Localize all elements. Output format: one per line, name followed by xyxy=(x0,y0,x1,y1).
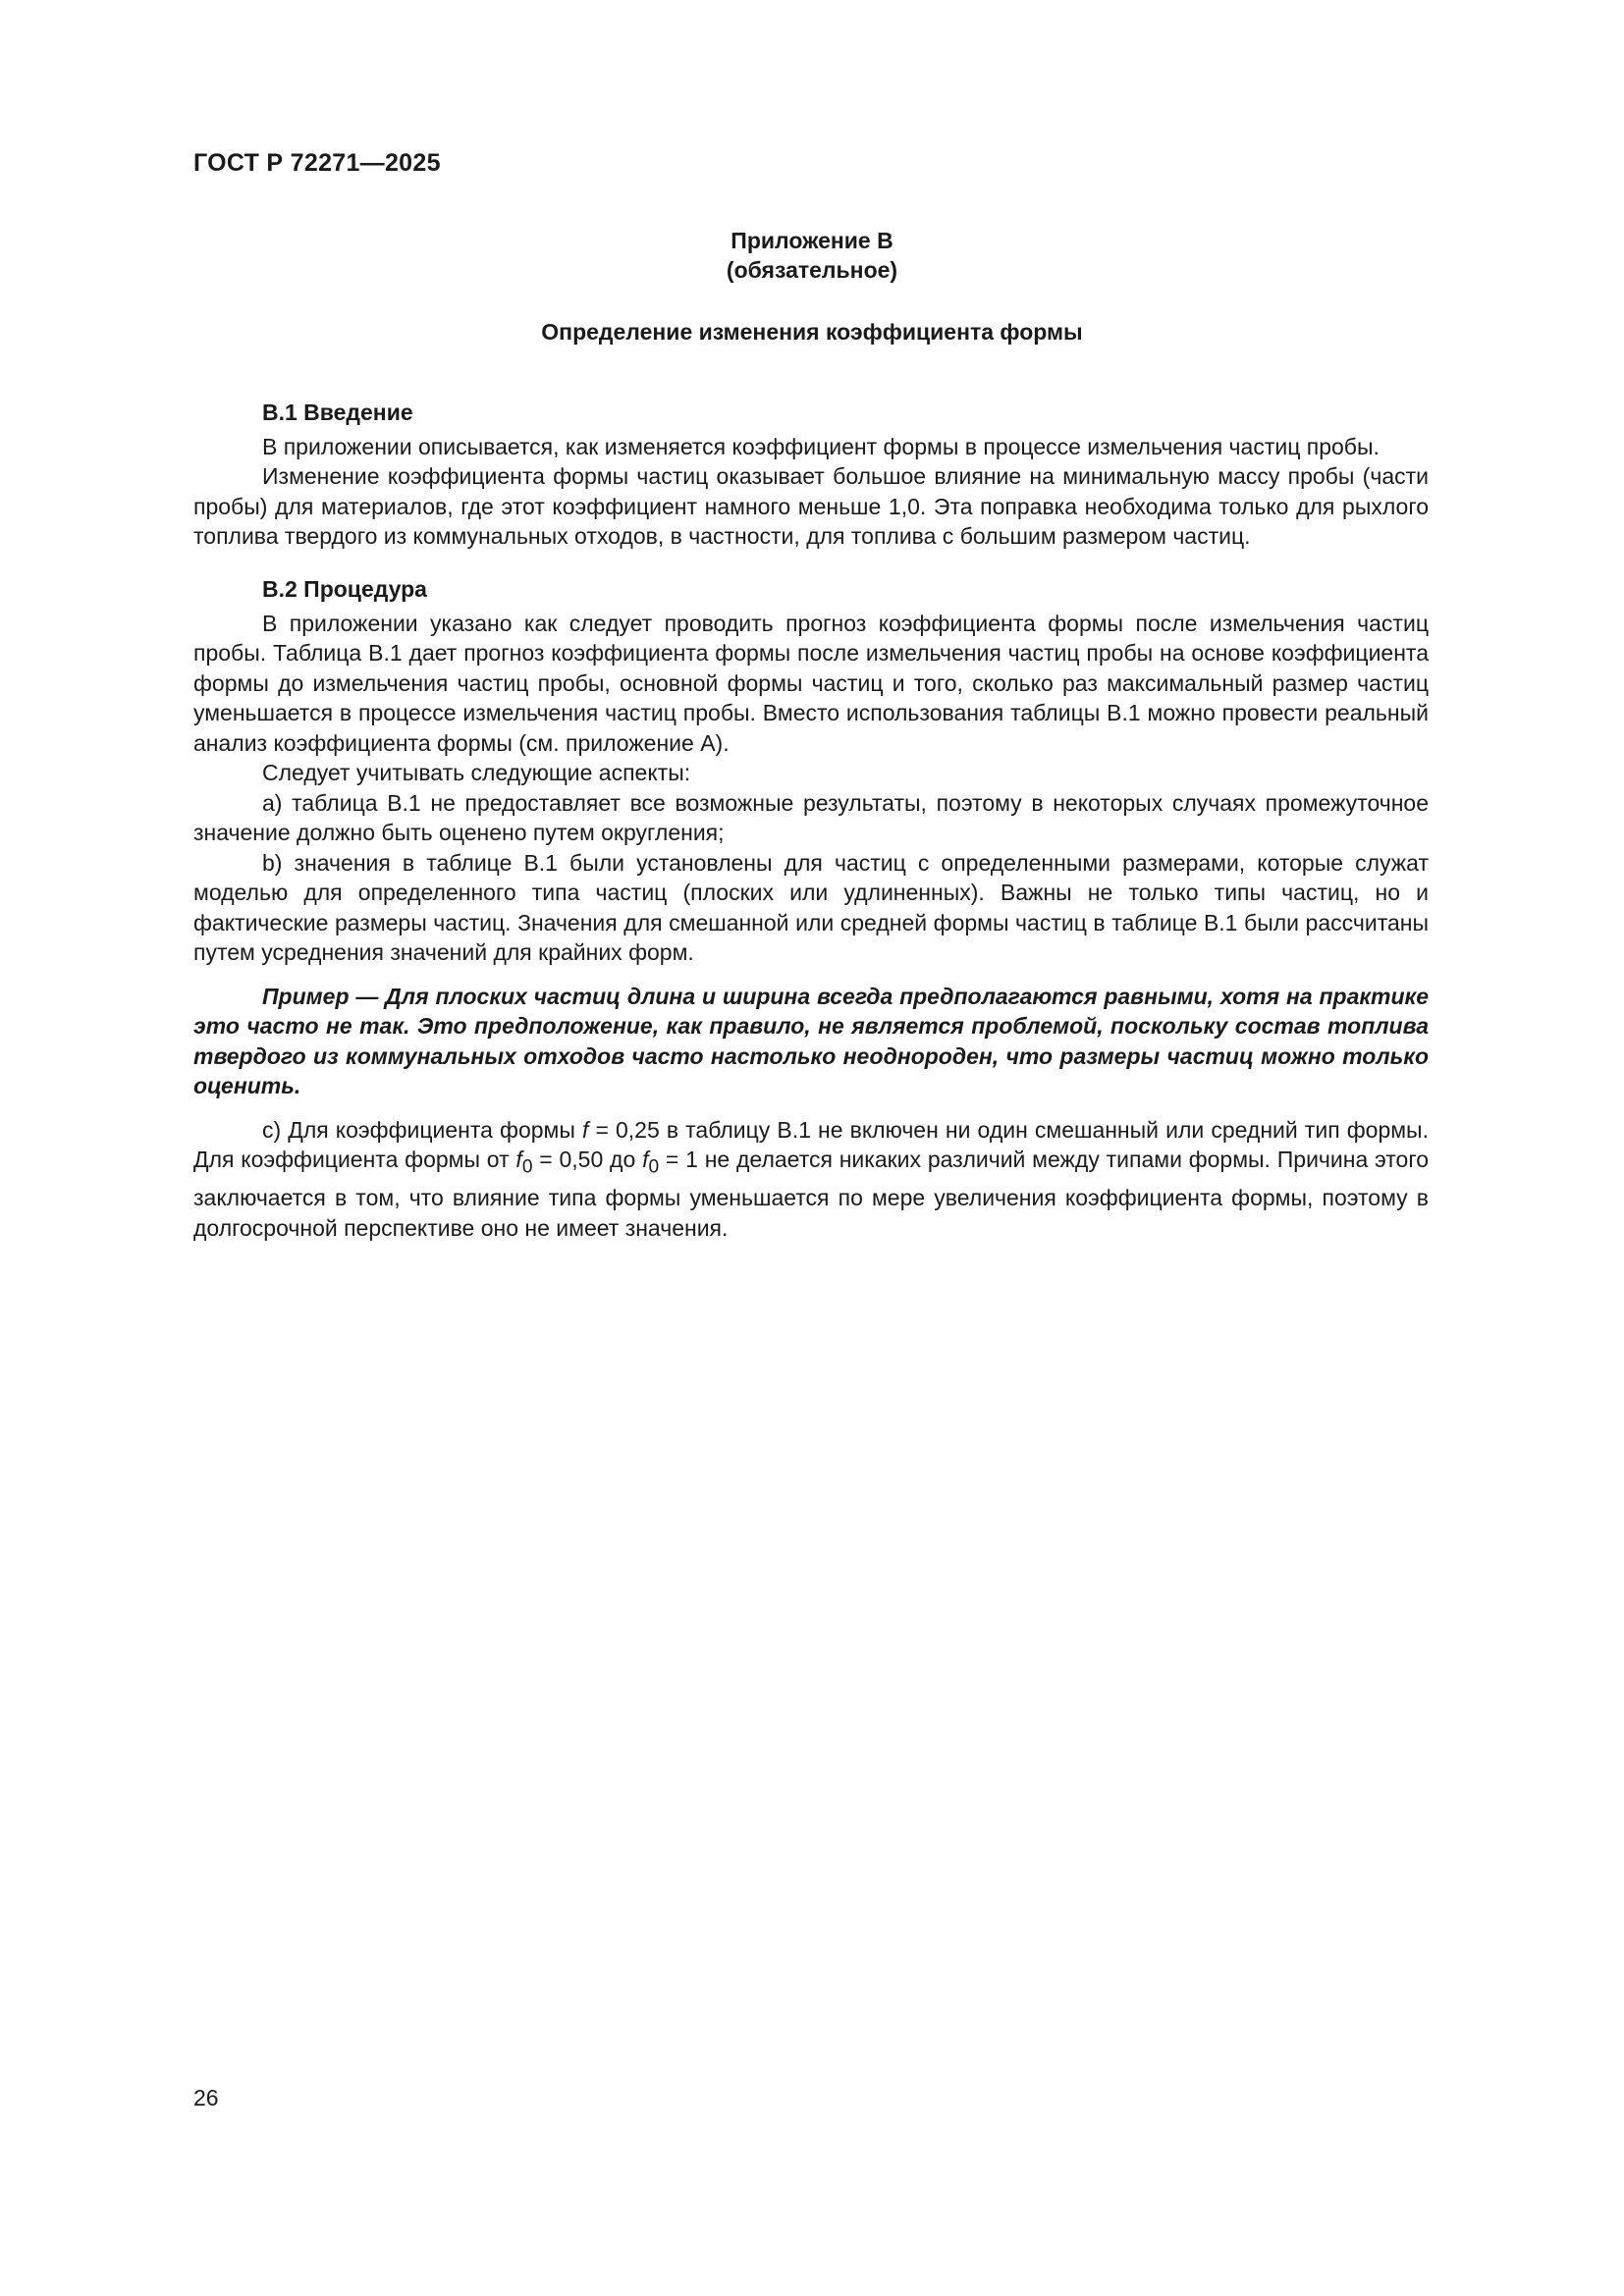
section-procedure xyxy=(193,574,1429,1243)
section-intro xyxy=(193,398,1429,552)
item-c-sub-0-b: 0 xyxy=(648,1156,660,1178)
item-c-text-4: = 1 не делается никаких различий между типами формы. Причина этого заключается в том, что влияние типа формы уменьшается по мере увеличения коэффициента формы, поэтому в долгосрочной перспективе оно не имеет значения. xyxy=(193,1147,1430,1241)
item-c-f0-b: f xyxy=(642,1147,649,1172)
procedure-paragraph-1: В приложении указано как следует проводить прогноз коэффициента формы после измельчения частиц пробы. Таблица В.1 дает прогноз коэффициента формы после измельчения частиц пробы на основе коэффициента формы до измельчения частиц пробы, основной формы частиц и того, сколько раз максимальный размер частиц уменьшается в процессе измельчения частиц пробы. Вместо использования таблицы В.1 можно провести реальный анализ коэффициента формы (см. приложение А). xyxy=(193,610,1429,756)
intro-paragraph-2: Изменение коэффициента формы частиц оказывает большое влияние на минимальную массу пробы (части пробы) для материалов, где этот коэффициент намного меньше 1,0. Эта поправка необходима только для рыхлого топлива твердого из коммунальных отходов, в частности, для топлива с большим размером частиц. xyxy=(193,463,1429,549)
item-c-text-1: с) Для коэффициента формы xyxy=(262,1116,582,1143)
procedure-example: Пример — Для плоских частиц длина и ширина всегда предполагаются равными, хотя на практике это часто не так. Это предположение, как правило, не является проблемой, поскольку состав топлива твердого из коммунальных отходов часто настолько неоднороден, что размеры частиц можно только оценить. xyxy=(193,983,1429,1098)
page-number: 26 xyxy=(193,2085,219,2110)
item-c-text-2: = 0,25 в таблицу В.1 не включен ни один смешанный или средний тип формы. Для коэффициента формы от xyxy=(193,1116,1429,1172)
procedure-item-c xyxy=(193,1115,1429,1244)
procedure-item-b: b) значения в таблице В.1 были установлены для частиц с определенными размерами, которые служат моделью для определенного типа частиц (плоских или удлиненных). Важны не только типы частиц, но и фактические размеры частиц. Значения для смешанной или средней формы частиц в таблице В.1 были рассчитаны путем усреднения значений для крайних форм. xyxy=(193,849,1429,965)
item-c-sub-0-a: 0 xyxy=(521,1156,533,1178)
intro-paragraph-1: В приложении описывается, как изменяется коэффициент формы в процессе измельчения частиц пробы. xyxy=(262,433,1380,459)
appendix-status: (обязательное) xyxy=(726,257,898,283)
item-c-text-3: = 0,50 до xyxy=(532,1147,643,1172)
appendix-label: Приложение В xyxy=(731,228,893,253)
appendix-title: Определение изменения коэффициента формы xyxy=(541,319,1083,345)
section-heading-intro: В.1 Введение xyxy=(262,400,413,425)
section-heading-procedure: В.2 Процедура xyxy=(262,576,427,602)
document-standard-id: ГОСТ Р 72271—2025 xyxy=(193,149,441,177)
item-c-f: f xyxy=(581,1116,589,1143)
procedure-paragraph-2: Следует учитывать следующие аспекты: xyxy=(262,760,691,785)
item-c-f0-a: f xyxy=(515,1147,522,1172)
procedure-item-a: а) таблица В.1 не предоставляет все возможные результаты, поэтому в некоторых случаях промежуточное значение должно быть оценено путем округления; xyxy=(193,789,1429,845)
